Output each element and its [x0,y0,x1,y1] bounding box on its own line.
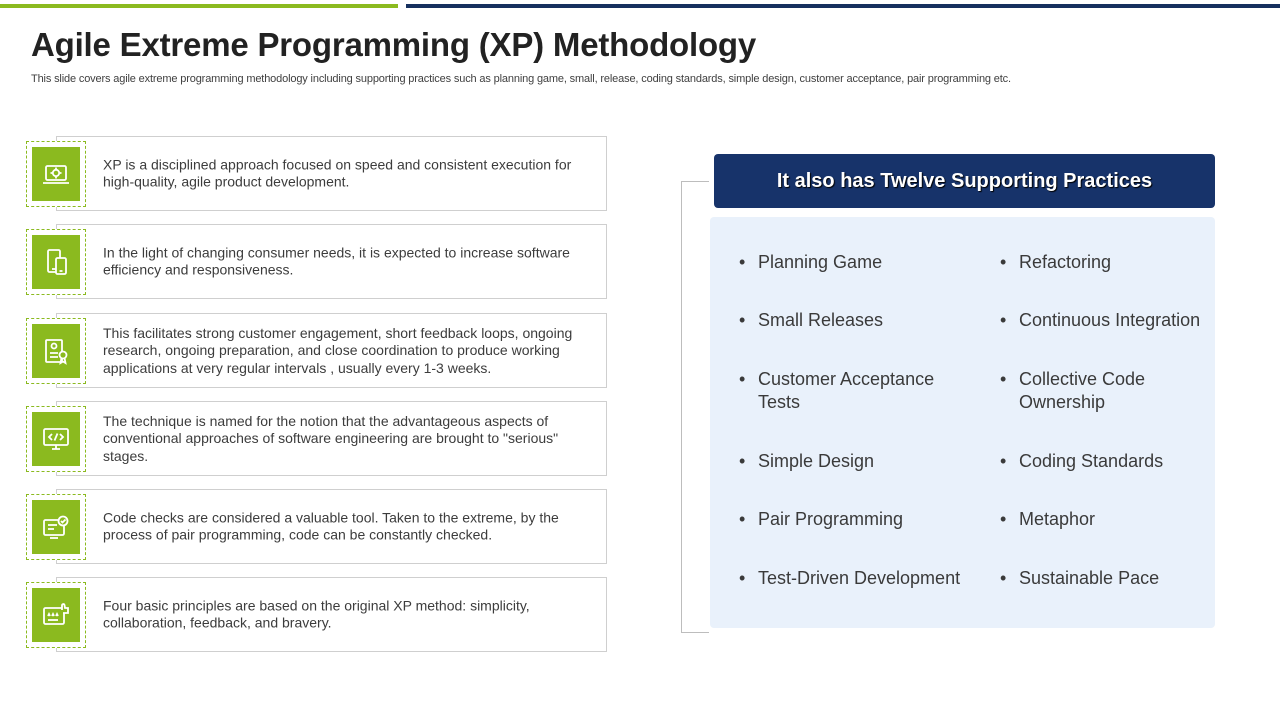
practice-item [739,508,978,531]
info-card-text: Code checks are considered a valuable tool. Taken to the extreme, by the process of pair programming, code can be constantly checked. [103,509,559,543]
feedback-thumbs-up-icon [26,582,86,648]
practice-label: Coding Standards [1019,451,1164,471]
practice-item [739,567,988,590]
bullet-icon: • [1000,509,1007,529]
practice-item [739,251,978,274]
info-card [56,224,607,299]
bullet-icon: • [1000,369,1007,389]
code-check-icon [26,494,86,560]
mobile-devices-icon [26,229,86,295]
practice-item [1000,309,1213,332]
practice-label: Pair Programming [758,509,904,529]
info-card-text: The technique is named for the notion that the advantageous aspects of conventional approaches of software engineering are brought to "serious" stages. [103,412,559,464]
bullet-icon: • [1000,568,1007,588]
page-title: Agile Extreme Programming (XP) Methodology [31,26,757,63]
practice-item [1000,368,1189,414]
practice-item [739,450,978,473]
page-subtitle: This slide covers agile extreme programming methodology including supporting practices such as planning game, small, release, coding standards, simple design, customer acceptance, pair programming etc. [31,73,1011,85]
bullet-icon: • [1000,451,1007,471]
info-card-text: This facilitates strong customer engagement, short feedback loops, ongoing research, ongoing preparation, and close coordination to produce working applications at very regular intervals , usually every 1-3 weeks. [103,324,573,376]
practice-label: Sustainable Pace [1019,568,1160,588]
practice-label: Small Releases [758,310,884,330]
bullet-icon: • [739,369,746,389]
bracket-connector [681,181,709,633]
info-card [56,136,607,211]
practice-item [1000,450,1211,473]
practice-label: Metaphor [1019,509,1096,529]
practice-label: Continuous Integration [1019,310,1201,330]
info-card-text: Four basic principles are based on the original XP method: simplicity, collaboration, feedback, and bravery. [103,597,530,631]
practice-label: Planning Game [758,252,883,272]
practice-item [1000,508,1211,531]
bullet-icon: • [739,451,746,471]
certificate-document-icon [26,318,86,384]
practices-heading-banner [714,154,1215,208]
bullet-icon: • [1000,310,1007,330]
info-card-text: In the light of changing consumer needs, it is expected to increase software efficiency and responsiveness. [103,244,570,278]
bullet-icon: • [739,509,746,529]
info-card [56,313,607,388]
info-card [56,577,607,652]
settings-laptop-icon [26,141,86,207]
top-accent-bar-navy [406,4,1280,8]
bullet-icon: • [739,568,746,588]
practices-heading: It also has Twelve Supporting Practices [776,169,1153,192]
practice-label: Collective Code Ownership [1019,369,1146,412]
practice-label: Simple Design [758,451,875,471]
bullet-icon: • [739,252,746,272]
top-accent-bar-green [0,4,398,8]
info-card [56,401,607,476]
practices-panel [710,217,1215,628]
practice-item [739,309,978,332]
practice-label: Test-Driven Development [758,568,961,588]
practice-item [739,368,978,414]
practice-label: Refactoring [1019,252,1112,272]
info-card [56,489,607,564]
bullet-icon: • [739,310,746,330]
practice-item [1000,251,1211,274]
practice-label: Customer Acceptance Tests [758,369,935,412]
bullet-icon: • [1000,252,1007,272]
practice-item [1000,567,1211,590]
code-monitor-icon [26,406,86,472]
info-card-text: XP is a disciplined approach focused on speed and consistent execution for high-quality, agile product development. [103,156,572,190]
